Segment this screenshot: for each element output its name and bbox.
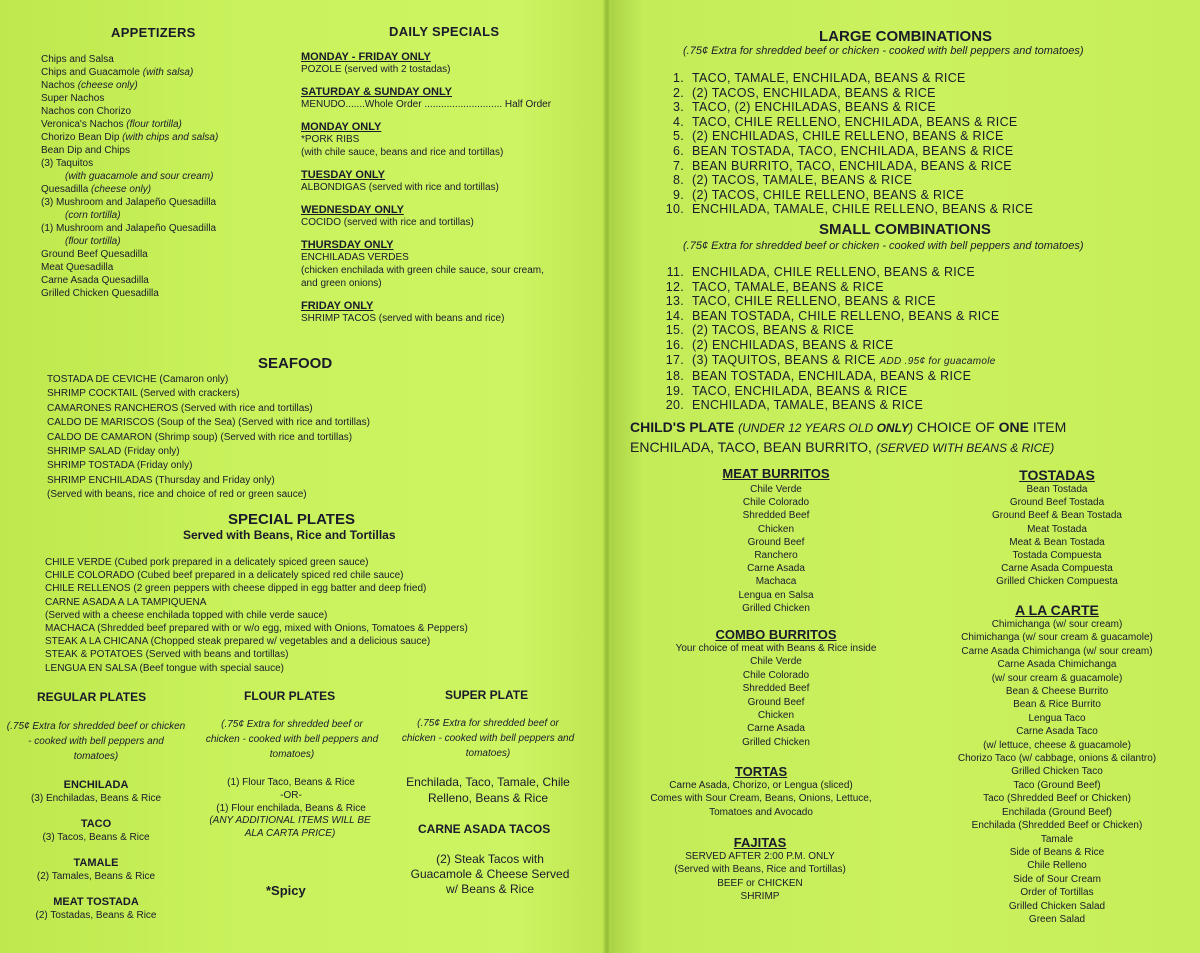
combo-number: 5. <box>672 129 684 144</box>
page-fold <box>603 0 611 953</box>
combo-number: 20. <box>665 398 684 413</box>
appetizer-item <box>41 157 218 170</box>
appetizer-item <box>41 183 218 196</box>
combo-desc: TACO, TAMALE, ENCHILADA, BEANS & RICE <box>692 71 966 85</box>
combo-burrito-item: Shredded Beef <box>742 683 810 695</box>
daily-special-day: SATURDAY & SUNDAY ONLY <box>301 86 452 98</box>
tostada-item: Meat Tostada <box>1027 523 1087 535</box>
a-la-carte-list <box>946 618 1168 926</box>
small-combination-item <box>656 309 1000 324</box>
large-combination-item <box>656 173 1033 188</box>
special-plate-item: STEAK & POTATOES (Served with beans and tortillas) <box>45 649 289 661</box>
childs-plate-choice: CHOICE OF <box>916 419 999 435</box>
appetizer-item <box>41 209 218 222</box>
combo-burritos-title: COMBO BURRITOS <box>715 627 837 642</box>
fajitas-list <box>630 850 890 904</box>
appetizer-name: Chorizo Bean Dip <box>41 132 123 143</box>
daily-special-block <box>301 86 601 111</box>
combo-number: 7. <box>672 158 684 173</box>
combo-burrito-item: Ground Beef <box>747 696 805 708</box>
fajita-item: SHRIMP <box>740 891 780 903</box>
daily-special-line: (chicken enchilada with green chile sauce, sour cream, <box>301 265 544 276</box>
large-combinations-list <box>656 71 1033 217</box>
childs-plate-close: ) <box>909 421 914 435</box>
appetizer-item <box>41 144 218 157</box>
flour-plate-line: (1) Flour Taco, Beans & Rice <box>227 777 355 788</box>
a-la-carte-item: Grilled Chicken Taco <box>1011 766 1103 778</box>
daily-specials-title: DAILY SPECIALS <box>389 24 500 39</box>
combo-number: 11. <box>666 265 684 279</box>
spicy-note: *Spicy <box>266 883 306 898</box>
tostada-item: Carne Asada Compuesta <box>1001 563 1113 575</box>
daily-special-line: ENCHILADAS VERDES <box>301 252 409 263</box>
special-plates-subtitle: Served with Beans, Rice and Tortillas <box>183 528 396 542</box>
daily-special-block <box>301 169 601 194</box>
appetizer-name: Ground Beef Quesadilla <box>41 249 148 260</box>
combo-desc: ENCHILADA, CHILE RELLENO, BEANS & RICE <box>692 265 976 279</box>
appetizer-name: Super Nachos <box>41 93 105 104</box>
regular-plate-name: TACO <box>80 818 112 830</box>
combo-number: 3. <box>672 100 684 115</box>
tostada-item: Bean Tostada <box>1026 484 1088 495</box>
combo-desc: (2) TACOS, TAMALE, BEANS & RICE <box>692 173 913 188</box>
regular-plate-name: ENCHILADA <box>63 779 129 791</box>
combo-desc: (2) ENCHILADAS, BEANS & RICE <box>692 337 894 352</box>
appetizers-list <box>41 53 218 300</box>
appetizer-item <box>41 287 218 300</box>
a-la-carte-item: Grilled Chicken Salad <box>1008 900 1106 912</box>
small-combination-item <box>656 323 1000 338</box>
a-la-carte-item: Bean & Cheese Burrito <box>1005 686 1109 698</box>
super-plate-note: (.75¢ Extra for shredded beef or chicken - cooked with bell peppers and tomatoes) <box>401 718 575 759</box>
tostada-item: Tostada Compuesta <box>1012 550 1102 562</box>
a-la-carte-item: Taco (Ground Beef) <box>1013 779 1101 791</box>
daily-special-line: MENUDO.......Whole Order ............................ Half Order <box>301 99 552 110</box>
daily-special-block <box>301 300 601 325</box>
appetizer-item <box>41 79 218 92</box>
combo-number: 15. <box>665 323 684 338</box>
large-combination-item <box>656 115 1033 130</box>
regular-plates-list <box>6 778 186 934</box>
appetizer-note: (flour tortilla) <box>126 119 182 130</box>
small-combination-item <box>656 384 1000 399</box>
meat-burrito-item: Ground Beef <box>747 536 805 548</box>
a-la-carte-title: A LA CARTE <box>1015 602 1099 618</box>
a-la-carte-item: Chimichanga (w/ sour cream & guacamole) <box>961 632 1153 644</box>
combo-number: 14. <box>665 308 684 323</box>
a-la-carte-item: Chorizo Taco (w/ cabbage, onions & cilantro) <box>957 753 1157 765</box>
combo-desc: TACO, TAMALE, BEANS & RICE <box>692 279 884 294</box>
appetizer-note: (with chips and salsa) <box>122 132 219 143</box>
combo-number: 13. <box>665 294 684 309</box>
combo-burrito-item: Grilled Chicken <box>742 736 810 748</box>
tostadas-section <box>946 467 1168 589</box>
appetizer-name: Veronica's Nachos <box>41 119 127 130</box>
a-la-carte-item: Tamale <box>1040 833 1074 845</box>
small-combinations-note: (.75¢ Extra for shredded beef or chicken - cooked with bell peppers and tomatoes) <box>683 240 1084 252</box>
regular-plates-note: (.75¢ Extra for shredded beef or chicken - cooked with bell peppers and tomatoes) <box>6 721 186 762</box>
a-la-carte-item: Order of Tortillas <box>1020 887 1094 899</box>
appetizer-name: Quesadilla <box>41 184 92 195</box>
combo-desc: (2) TACOS, BEANS & RICE <box>692 323 855 338</box>
childs-plate-one: ONE <box>998 419 1029 435</box>
combo-burrito-item: Chile Colorado <box>742 669 810 681</box>
childs-plate-age: (UNDER 12 YEARS OLD <box>738 421 877 435</box>
seafood-title: SEAFOOD <box>258 355 333 372</box>
large-combination-item <box>656 86 1033 101</box>
meat-burrito-item: Machaca <box>755 576 797 588</box>
childs-plate-label: CHILD'S PLATE <box>630 419 735 435</box>
childs-plate-only: ONLY <box>876 421 910 435</box>
tostadas-list <box>946 483 1168 589</box>
meat-burrito-item: Chicken <box>757 523 795 535</box>
childs-plate-item: ITEM <box>1028 419 1067 435</box>
daily-special-day: THURSDAY ONLY <box>301 239 394 251</box>
regular-plate-item <box>6 817 186 844</box>
a-la-carte-item: Green Salad <box>1028 913 1086 925</box>
seafood-item: SHRIMP TOSTADA (Friday only) <box>47 460 193 472</box>
a-la-carte-item: Carne Asada Taco <box>1016 726 1098 738</box>
appetizer-name: Chips and Salsa <box>41 54 114 65</box>
flour-plates-warning: (ANY ADDITIONAL ITEMS WILL BE ALA CARTA PRICE) <box>209 815 371 839</box>
appetizer-name: Bean Dip and Chips <box>41 145 130 156</box>
large-combination-item <box>656 144 1033 159</box>
appetizer-name: (3) Mushroom and Jalapeño Quesadilla <box>41 197 217 208</box>
daily-special-block <box>301 239 601 290</box>
special-plate-item: CHILE RELLENOS (2 green peppers with cheese dipped in egg batter and deep fried) <box>45 583 427 595</box>
appetizer-name: Nachos <box>41 80 78 91</box>
flour-plates-note: (.75¢ Extra for shredded beef or chicken - cooked with bell peppers and tomatoes) <box>205 719 379 760</box>
combo-desc: ENCHILADA, TAMALE, CHILE RELLENO, BEANS & RICE <box>692 202 1034 217</box>
appetizer-item <box>41 170 218 183</box>
large-combination-item <box>656 100 1033 115</box>
appetizer-item <box>41 53 218 66</box>
combo-number: 8. <box>672 173 684 188</box>
meat-burritos-title: MEAT BURRITOS <box>722 466 830 481</box>
special-plate-item: STEAK A LA CHICANA (Chopped steak prepared w/ vegetables and a delicious sauce) <box>45 636 431 648</box>
combo-desc: (2) TACOS, ENCHILADA, BEANS & RICE <box>692 85 936 100</box>
combo-burrito-item: Chicken <box>757 710 795 722</box>
appetizer-item <box>41 222 218 235</box>
combo-desc: TACO, CHILE RELLENO, BEANS & RICE <box>692 294 936 309</box>
childs-plate-choices: ENCHILADA, TACO, BEAN BURRITO, <box>630 439 876 455</box>
daily-special-line: and green onions) <box>301 278 382 289</box>
regular-plates-title: REGULAR PLATES <box>37 690 147 704</box>
a-la-carte-item: Bean & Rice Burrito <box>1013 699 1101 711</box>
flour-plates-title: FLOUR PLATES <box>244 689 336 703</box>
small-combination-item <box>656 280 1000 295</box>
combo-number: 1. <box>672 71 684 85</box>
seafood-item: SHRIMP COCKTAIL (Served with crackers) <box>47 388 240 400</box>
torta-item: Tomatoes and Avocado <box>709 806 813 818</box>
regular-plate-item <box>6 778 186 805</box>
meat-burrito-item: Lengua en Salsa <box>738 589 814 601</box>
appetizer-note: (with guacamole and sour cream) <box>65 171 214 182</box>
special-plate-item: LENGUA EN SALSA (Beef tongue with special sauce) <box>45 662 285 674</box>
a-la-carte-item: Side of Beans & Rice <box>1009 846 1105 858</box>
torta-item: Carne Asada, Chorizo, or Lengua (sliced) <box>669 780 853 791</box>
large-combinations-title: LARGE COMBINATIONS <box>819 28 993 45</box>
regular-plate-desc: (3) Enchiladas, Beans & Rice <box>30 793 162 804</box>
appetizer-note: (cheese only) <box>91 184 152 195</box>
large-combinations-note: (.75¢ Extra for shredded beef or chicken - cooked with bell peppers and tomatoes) <box>683 45 1084 57</box>
tostada-item: Meat & Bean Tostada <box>1009 536 1105 548</box>
tortas-title: TORTAS <box>734 764 788 779</box>
regular-plate-desc: (2) Tostadas, Beans & Rice <box>35 910 157 921</box>
regular-plate-item <box>6 856 186 883</box>
appetizer-name: Chips and Guacamole <box>41 67 143 78</box>
a-la-carte-item: (w/ lettuce, cheese & guacamole) <box>983 739 1131 751</box>
a-la-carte-item: Carne Asada Chimichanga <box>997 659 1117 671</box>
seafood-list <box>47 373 370 503</box>
a-la-carte-item: Carne Asada Chimichanga (w/ sour cream) <box>961 645 1153 657</box>
combo-desc: (2) ENCHILADAS, CHILE RELLENO, BEANS & RICE <box>692 129 1004 144</box>
combo-burritos-list <box>646 642 906 749</box>
daily-special-block <box>301 51 601 76</box>
a-la-carte-item: Lengua Taco <box>1028 712 1086 724</box>
regular-plate-name: TAMALE <box>73 857 119 869</box>
daily-special-line: POZOLE (served with 2 tostadas) <box>301 64 451 75</box>
flour-plate-line: -OR- <box>280 790 302 801</box>
seafood-item: CALDO DE MARISCOS (Soup of the Sea) (Served with rice and tortillas) <box>47 417 370 429</box>
special-plate-item: CARNE ASADA A LA TAMPIQUENA <box>45 596 207 608</box>
combo-desc: BEAN BURRITO, TACO, ENCHILADA, BEANS & RICE <box>692 158 1012 173</box>
appetizer-note: (flour tortilla) <box>65 236 121 247</box>
appetizer-note: (corn tortilla) <box>65 210 121 221</box>
tostada-item: Ground Beef & Bean Tostada <box>992 510 1122 522</box>
large-combination-item <box>656 188 1033 203</box>
appetizer-item <box>41 248 218 261</box>
meat-burritos-section <box>676 466 876 615</box>
tostada-item: Grilled Chicken Compuesta <box>996 576 1118 588</box>
fajitas-title: FAJITAS <box>733 835 787 850</box>
tostadas-title: TOSTADAS <box>1019 467 1095 483</box>
fajita-item: SERVED AFTER 2:00 P.M. ONLY <box>685 851 835 862</box>
daily-special-day: TUESDAY ONLY <box>301 169 385 181</box>
appetizer-name: Carne Asada Quesadilla <box>41 275 149 286</box>
appetizers-title: APPETIZERS <box>111 25 196 40</box>
combo-extra: ADD .95¢ for guacamole <box>879 355 996 367</box>
meat-burrito-item: Chile Verde <box>750 484 802 495</box>
special-plates-list <box>45 556 468 675</box>
combo-number: 2. <box>672 85 684 100</box>
appetizer-name: Nachos con Chorizo <box>41 106 132 117</box>
daily-special-line: ALBONDIGAS (served with rice and tortillas) <box>301 182 499 193</box>
appetizer-item <box>41 66 218 79</box>
combo-number: 17. <box>665 352 684 367</box>
tortas-list <box>631 779 891 819</box>
a-la-carte-item: (w/ sour cream & guacamole) <box>991 672 1123 684</box>
large-combination-item <box>656 129 1033 144</box>
meat-burrito-item: Grilled Chicken <box>742 602 810 614</box>
combo-desc: TACO, CHILE RELLENO, ENCHILADA, BEANS & RICE <box>692 114 1018 129</box>
tostada-item: Ground Beef Tostada <box>1009 497 1105 509</box>
flour-plate-line: (1) Flour enchilada, Beans & Rice <box>216 803 366 814</box>
combo-desc: BEAN TOSTADA, TACO, ENCHILADA, BEANS & RICE <box>692 143 1014 158</box>
daily-special-day: MONDAY ONLY <box>301 121 382 133</box>
combo-desc: BEAN TOSTADA, ENCHILADA, BEANS & RICE <box>692 369 972 384</box>
daily-special-day: MONDAY - FRIDAY ONLY <box>301 51 431 63</box>
appetizer-note: (cheese only) <box>77 80 138 91</box>
daily-special-line: SHRIMP TACOS (served with beans and rice) <box>301 313 505 324</box>
seafood-item: TOSTADA DE CEVICHE (Camaron only) <box>47 374 229 385</box>
combo-desc: ENCHILADA, TAMALE, BEANS & RICE <box>692 398 924 413</box>
combo-number: 4. <box>672 114 684 129</box>
fajitas-section <box>630 835 890 904</box>
combo-number: 10. <box>665 202 684 217</box>
large-combination-item <box>656 71 1033 86</box>
appetizer-item <box>41 235 218 248</box>
special-plates-title: SPECIAL PLATES <box>228 511 355 528</box>
small-combination-item <box>656 338 1000 353</box>
torta-item: Comes with Sour Cream, Beans, Onions, Lettuce, <box>650 793 872 805</box>
appetizer-item <box>41 131 218 144</box>
small-combination-item <box>656 353 1000 370</box>
small-combination-item <box>656 294 1000 309</box>
regular-plate-desc: (3) Tacos, Beans & Rice <box>42 832 150 843</box>
combo-desc: (2) TACOS, CHILE RELLENO, BEANS & RICE <box>692 187 965 202</box>
special-plate-item: (Served with a cheese enchilada topped with chile verde sauce) <box>45 609 328 621</box>
seafood-item: SHRIMP SALAD (Friday only) <box>47 446 180 458</box>
appetizer-name: Meat Quesadilla <box>41 262 114 273</box>
carne-asada-tacos-title: CARNE ASADA TACOS <box>418 822 551 836</box>
a-la-carte-item: Chile Relleno <box>1027 860 1087 872</box>
small-combination-item <box>656 265 1000 280</box>
daily-special-day: WEDNESDAY ONLY <box>301 204 404 216</box>
daily-specials-list <box>301 51 601 335</box>
large-combination-item <box>656 202 1033 217</box>
super-plate-desc: Enchilada, Taco, Tamale, Chile Relleno, Beans & Rice <box>406 775 570 805</box>
combo-burrito-item: Chile Verde <box>750 656 802 668</box>
appetizer-name: (1) Mushroom and Jalapeño Quesadilla <box>41 223 217 234</box>
special-plate-item: MACHACA (Shredded beef prepared with or w/o egg, mixed with Onions, Tomatoes & Peppers) <box>45 623 468 635</box>
meat-burrito-item: Shredded Beef <box>742 510 810 522</box>
carne-asada-tacos-desc: (2) Steak Tacos with Guacamole & Cheese Served w/ Beans & Rice <box>410 852 570 896</box>
a-la-carte-item: Side of Sour Cream <box>1013 873 1101 885</box>
combo-number: 9. <box>672 187 684 202</box>
seafood-item: CAMARONES RANCHEROS (Served with rice and tortillas) <box>47 402 313 414</box>
tortas-section <box>631 764 891 819</box>
seafood-item: (Served with beans, rice and choice of red or green sauce) <box>47 489 307 501</box>
regular-plate-item <box>6 895 186 922</box>
appetizer-note: (with salsa) <box>142 67 194 78</box>
appetizer-item <box>41 92 218 105</box>
combo-desc: BEAN TOSTADA, CHILE RELLENO, BEANS & RICE <box>692 308 1000 323</box>
appetizer-item <box>41 105 218 118</box>
seafood-item: CALDO DE CAMARON (Shrimp soup) (Served with rice and tortillas) <box>47 431 353 443</box>
meat-burrito-item: Ranchero <box>754 550 798 562</box>
appetizer-name: Grilled Chicken Quesadilla <box>41 288 159 299</box>
combo-desc: TACO, (2) ENCHILADAS, BEANS & RICE <box>692 100 937 115</box>
combo-desc: (3) TAQUITOS, BEANS & RICE <box>692 352 876 367</box>
fajita-item: (Served with Beans, Rice and Tortillas) <box>674 864 846 876</box>
daily-special-block <box>301 121 601 159</box>
childs-plate-served: (SERVED WITH BEANS & RICE) <box>875 441 1055 455</box>
childs-plate-line2 <box>630 439 1054 455</box>
a-la-carte-item: Enchilada (Ground Beef) <box>1001 806 1113 818</box>
a-la-carte-item: Enchilada (Shredded Beef or Chicken) <box>971 820 1143 832</box>
small-combinations-list <box>656 265 1000 413</box>
daily-special-line: *PORK RIBS <box>301 134 360 145</box>
meat-burritos-list <box>676 483 876 615</box>
super-plate-title: SUPER PLATE <box>445 688 529 702</box>
regular-plate-name: MEAT TOSTADA <box>53 896 139 908</box>
appetizer-item <box>41 261 218 274</box>
a-la-carte-item: Taco (Shredded Beef or Chicken) <box>983 793 1131 805</box>
combo-number: 18. <box>665 369 684 384</box>
daily-special-line: COCIDO (served with rice and tortillas) <box>301 217 474 228</box>
special-plate-item: CHILE COLORADO (Cubed beef prepared in a delicately spiced red chile sauce) <box>45 570 404 582</box>
appetizer-item <box>41 118 218 131</box>
a-la-carte-item: Chimichanga (w/ sour cream) <box>991 619 1123 630</box>
daily-special-block <box>301 204 601 229</box>
combo-burrito-item: Your choice of meat with Beans & Rice inside <box>675 643 877 654</box>
small-combinations-title: SMALL COMBINATIONS <box>819 221 991 238</box>
small-combination-item <box>656 398 1000 413</box>
appetizer-item <box>41 274 218 287</box>
combo-desc: TACO, ENCHILADA, BEANS & RICE <box>692 383 908 398</box>
small-combination-item <box>656 369 1000 384</box>
combo-burritos-section <box>646 627 906 749</box>
meat-burrito-item: Chile Colorado <box>742 497 810 509</box>
appetizer-item <box>41 196 218 209</box>
combo-burrito-item: Carne Asada <box>747 723 805 735</box>
a-la-carte-section <box>946 602 1168 926</box>
regular-plate-desc: (2) Tamales, Beans & Rice <box>36 871 156 882</box>
daily-special-day: FRIDAY ONLY <box>301 300 374 312</box>
combo-number: 16. <box>665 337 684 352</box>
combo-number: 6. <box>672 143 684 158</box>
meat-burrito-item: Carne Asada <box>747 563 805 575</box>
special-plate-item: CHILE VERDE (Cubed pork prepared in a delicately spiced green sauce) <box>45 557 369 568</box>
combo-number: 12. <box>665 279 684 294</box>
large-combination-item <box>656 159 1033 174</box>
appetizer-name: (3) Taquitos <box>41 158 94 169</box>
childs-plate-line1 <box>630 419 1066 435</box>
combo-number: 19. <box>665 383 684 398</box>
flour-plates-lines <box>196 776 386 815</box>
daily-special-line: (with chile sauce, beans and rice and tortillas) <box>301 147 504 158</box>
seafood-item: SHRIMP ENCHILADAS (Thursday and Friday only) <box>47 474 275 486</box>
fajita-item: BEEF or CHICKEN <box>717 877 803 889</box>
